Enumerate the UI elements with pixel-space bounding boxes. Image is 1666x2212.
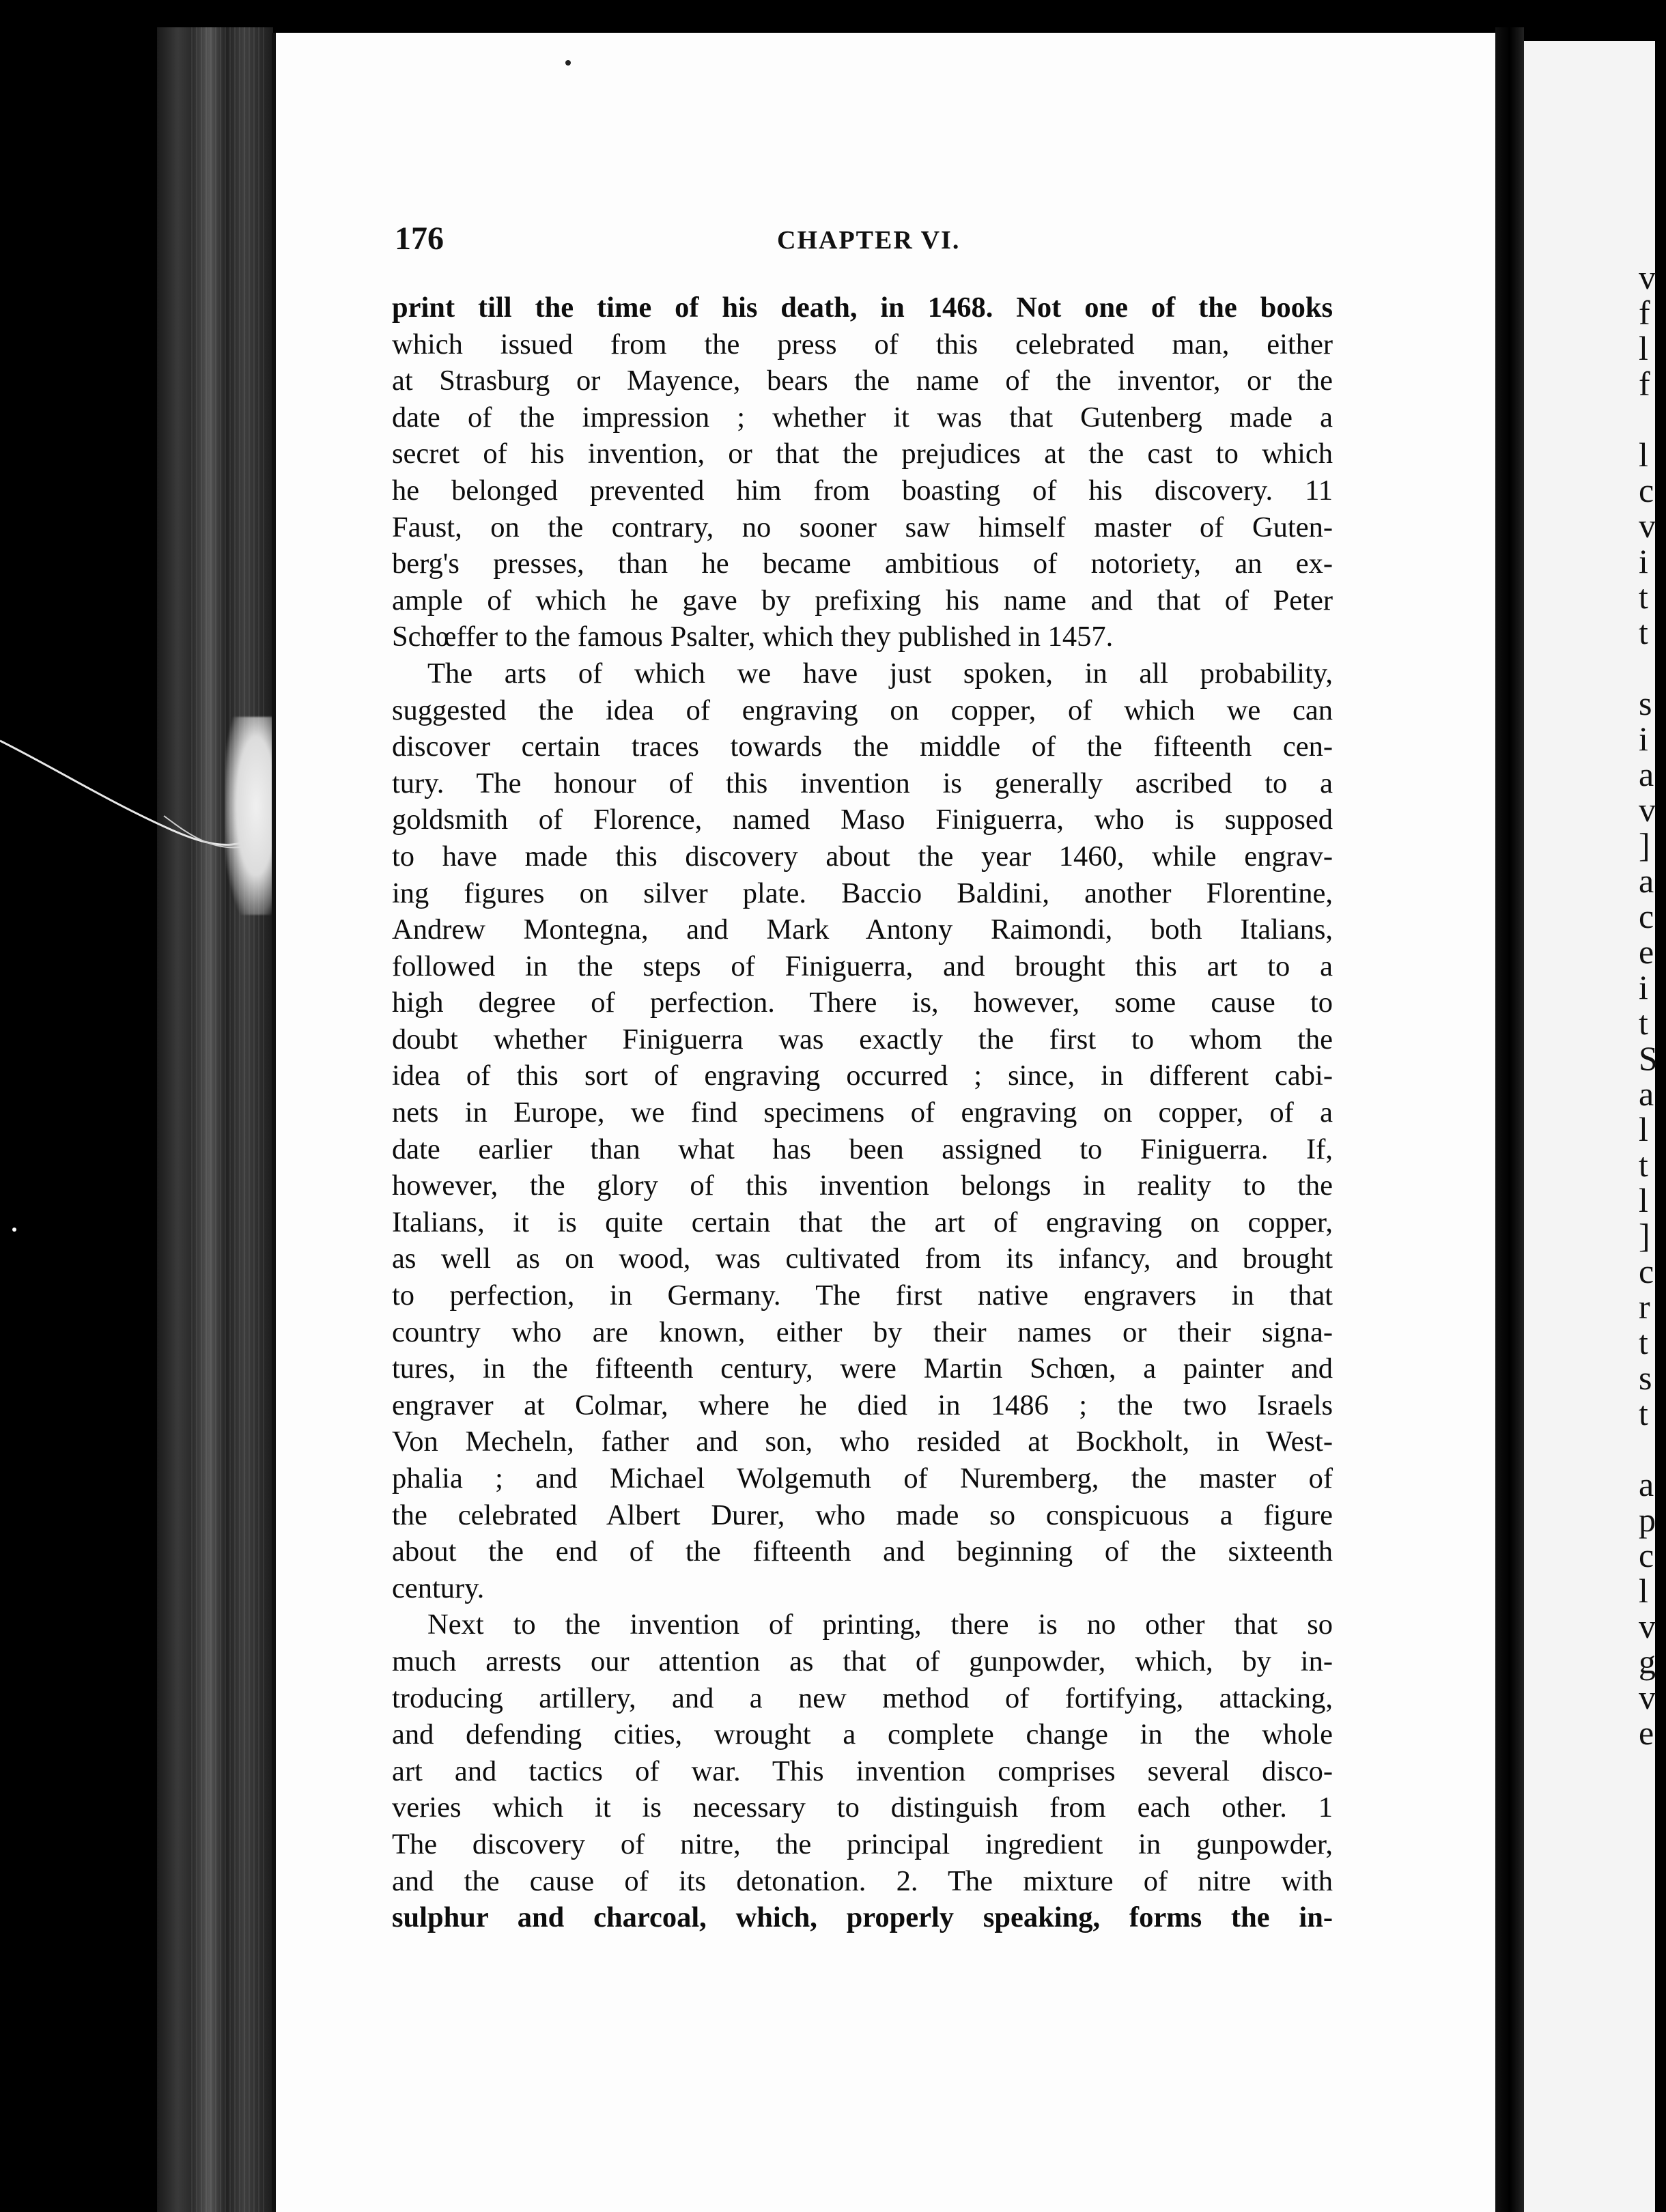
text-line: The arts of which we have just spoken, in all probability, xyxy=(427,657,1333,690)
text-line: high degree of perfection. There is, however, some cause to xyxy=(392,987,1333,1019)
binding-texture xyxy=(191,27,266,2212)
text-line: goldsmith of Florence, named Maso Finiguerra, who is supposed xyxy=(392,804,1333,836)
text-line: Next to the invention of printing, there is no other that so xyxy=(427,1608,1333,1641)
facing-page-text-edge xyxy=(1639,259,1666,1750)
text-line: art and tactics of war. This invention comprises several disco- xyxy=(392,1755,1333,1787)
page-header xyxy=(395,220,1337,261)
facing-page-char: a xyxy=(1639,862,1654,900)
page-number: 176 xyxy=(395,221,444,257)
text-line: which issued from the press of this celebrated man, either xyxy=(392,328,1333,360)
facing-page-char: e xyxy=(1639,1714,1654,1752)
text-line: followed in the steps of Finiguerra, and brought this art to a xyxy=(392,950,1333,982)
facing-page xyxy=(1524,41,1655,2212)
text-line: date earlier than what has been assigned to Finiguerra. If, xyxy=(392,1133,1333,1165)
text-line: he belonged prevented him from boasting of his discovery. 11 xyxy=(392,474,1333,507)
facing-page-char: i xyxy=(1639,542,1648,580)
facing-page-char: c xyxy=(1639,471,1654,509)
running-head: CHAPTER VI. xyxy=(777,226,961,255)
text-line: doubt whether Finiguerra was exactly the first to whom the xyxy=(392,1023,1333,1055)
text-line: idea of this sort of engraving occurred ; since, in different cabi- xyxy=(392,1060,1333,1092)
text-line: suggested the idea of engraving on copper, of which we can xyxy=(392,694,1333,726)
facing-page-char: ] xyxy=(1639,826,1650,864)
facing-page-char: a xyxy=(1639,755,1654,793)
text-line: country who are known, either by their names or their signa- xyxy=(392,1316,1333,1348)
facing-page-char: l xyxy=(1639,436,1648,474)
facing-page-char: l xyxy=(1639,1181,1648,1219)
facing-page-char: s xyxy=(1639,684,1652,722)
facing-page-char: v xyxy=(1639,258,1656,296)
facing-page-char: i xyxy=(1639,720,1648,758)
text-line: and defending cities, wrought a complete change in the whole xyxy=(392,1718,1333,1751)
facing-page-char: v xyxy=(1639,1678,1656,1716)
text-line: phalia ; and Michael Wolgemuth of Nuremberg, the master of xyxy=(392,1462,1333,1494)
scan-top-edge xyxy=(0,0,1655,27)
text-line: about the end of the fifteenth and beginning of the sixteenth xyxy=(392,1535,1333,1568)
facing-page-char: l xyxy=(1639,1110,1648,1148)
body-text xyxy=(392,289,1333,1936)
facing-page-char: t xyxy=(1639,1394,1648,1432)
facing-page-char: t xyxy=(1639,1146,1648,1184)
dust-speck xyxy=(565,60,571,66)
facing-page-char: f xyxy=(1639,294,1650,332)
facing-page-char: S xyxy=(1639,1039,1658,1077)
facing-page-char xyxy=(1639,1431,1666,1466)
facing-page-char: l xyxy=(1639,1572,1648,1610)
text-line: discover certain traces towards the middle of the fifteenth cen- xyxy=(392,731,1333,763)
facing-page-char: c xyxy=(1639,1252,1654,1290)
facing-page-char: v xyxy=(1639,507,1656,545)
text-line: sulphur and charcoal, which, properly speaking, forms the in- xyxy=(392,1901,1333,1934)
facing-page-char: a xyxy=(1639,1075,1654,1113)
text-line: Schœffer to the famous Psalter, which they published in 1457. xyxy=(392,621,1114,653)
text-line: date of the impression ; whether it was that Gutenberg made a xyxy=(392,401,1333,434)
text-line: tures, in the fifteenth century, were Martin Schœn, a painter and xyxy=(392,1352,1333,1385)
text-line: to have made this discovery about the year 1460, while engrav- xyxy=(392,840,1333,873)
facing-page-char: a xyxy=(1639,1465,1654,1503)
text-line: at Strasburg or Mayence, bears the name of the inventor, or the xyxy=(392,365,1333,397)
text-line: secret of his invention, or that the prejudices at the cast to which xyxy=(392,438,1333,470)
text-line: and the cause of its detonation. 2. The mixture of nitre with xyxy=(392,1864,1333,1897)
text-line: tury. The honour of this invention is generally ascribed to a xyxy=(392,767,1333,799)
facing-page-char xyxy=(1639,650,1666,685)
text-line: veries which it is necessary to distinguish from each other. 1 xyxy=(392,1791,1333,1824)
facing-page-char: t xyxy=(1639,578,1648,616)
dust-speck xyxy=(12,1228,16,1232)
text-line: Von Mecheln, father and son, who resided at Bockholt, in West- xyxy=(392,1426,1333,1458)
facing-page-char: s xyxy=(1639,1359,1652,1397)
facing-page-char: f xyxy=(1639,365,1650,403)
text-line: Italians, it is quite certain that the art of engraving on copper, xyxy=(392,1206,1333,1238)
text-line: Faust, on the contrary, no sooner saw himself master of Guten- xyxy=(392,511,1333,543)
facing-page-char: t xyxy=(1639,1323,1648,1361)
facing-page-char: t xyxy=(1639,1004,1648,1042)
text-line: The discovery of nitre, the principal ingredient in gunpowder, xyxy=(392,1828,1333,1860)
facing-page-char: v xyxy=(1639,1607,1656,1645)
text-line: however, the glory of this invention belongs in reality to the xyxy=(392,1169,1333,1202)
text-line: as well as on wood, was cultivated from its infancy, and brought xyxy=(392,1243,1333,1275)
text-line: nets in Europe, we find specimens of engraving on copper, of a xyxy=(392,1096,1333,1129)
text-line: Andrew Montegna, and Mark Antony Raimondi, both Italians, xyxy=(392,913,1333,946)
facing-page-char: c xyxy=(1639,897,1654,935)
text-line: ing figures on silver plate. Baccio Baldini, another Florentine, xyxy=(392,877,1333,909)
facing-page-char: p xyxy=(1639,1501,1656,1539)
page-gutter xyxy=(1495,27,1524,2212)
facing-page-char xyxy=(1639,401,1666,437)
text-line: ample of which he gave by prefixing his name and that of Peter xyxy=(392,584,1333,616)
facing-page-char: g xyxy=(1639,1643,1656,1681)
text-line: berg's presses, than he became ambitious of notoriety, an ex- xyxy=(392,548,1333,580)
text-line: print till the time of his death, in 1468. Not one of the books xyxy=(392,292,1333,324)
text-line: much arrests our attention as that of gunpowder, which, by in- xyxy=(392,1645,1333,1677)
text-line: engraver at Colmar, where he died in 1486 ; the two Israels xyxy=(392,1389,1333,1421)
facing-page-char: l xyxy=(1639,329,1648,367)
facing-page-char: i xyxy=(1639,968,1648,1006)
text-line: century. xyxy=(392,1572,485,1604)
facing-page-char: ] xyxy=(1639,1217,1650,1255)
facing-page-char: e xyxy=(1639,933,1654,971)
text-line: troducing artillery, and a new method of fortifying, attacking, xyxy=(392,1682,1333,1714)
text-line: to perfection, in Germany. The first native engravers in that xyxy=(392,1279,1333,1312)
facing-page-char: r xyxy=(1639,1288,1650,1326)
facing-page-char: t xyxy=(1639,613,1648,651)
facing-page-char: v xyxy=(1639,791,1656,829)
text-line: the celebrated Albert Durer, who made so conspicuous a figure xyxy=(392,1499,1333,1531)
facing-page-char: c xyxy=(1639,1536,1654,1574)
